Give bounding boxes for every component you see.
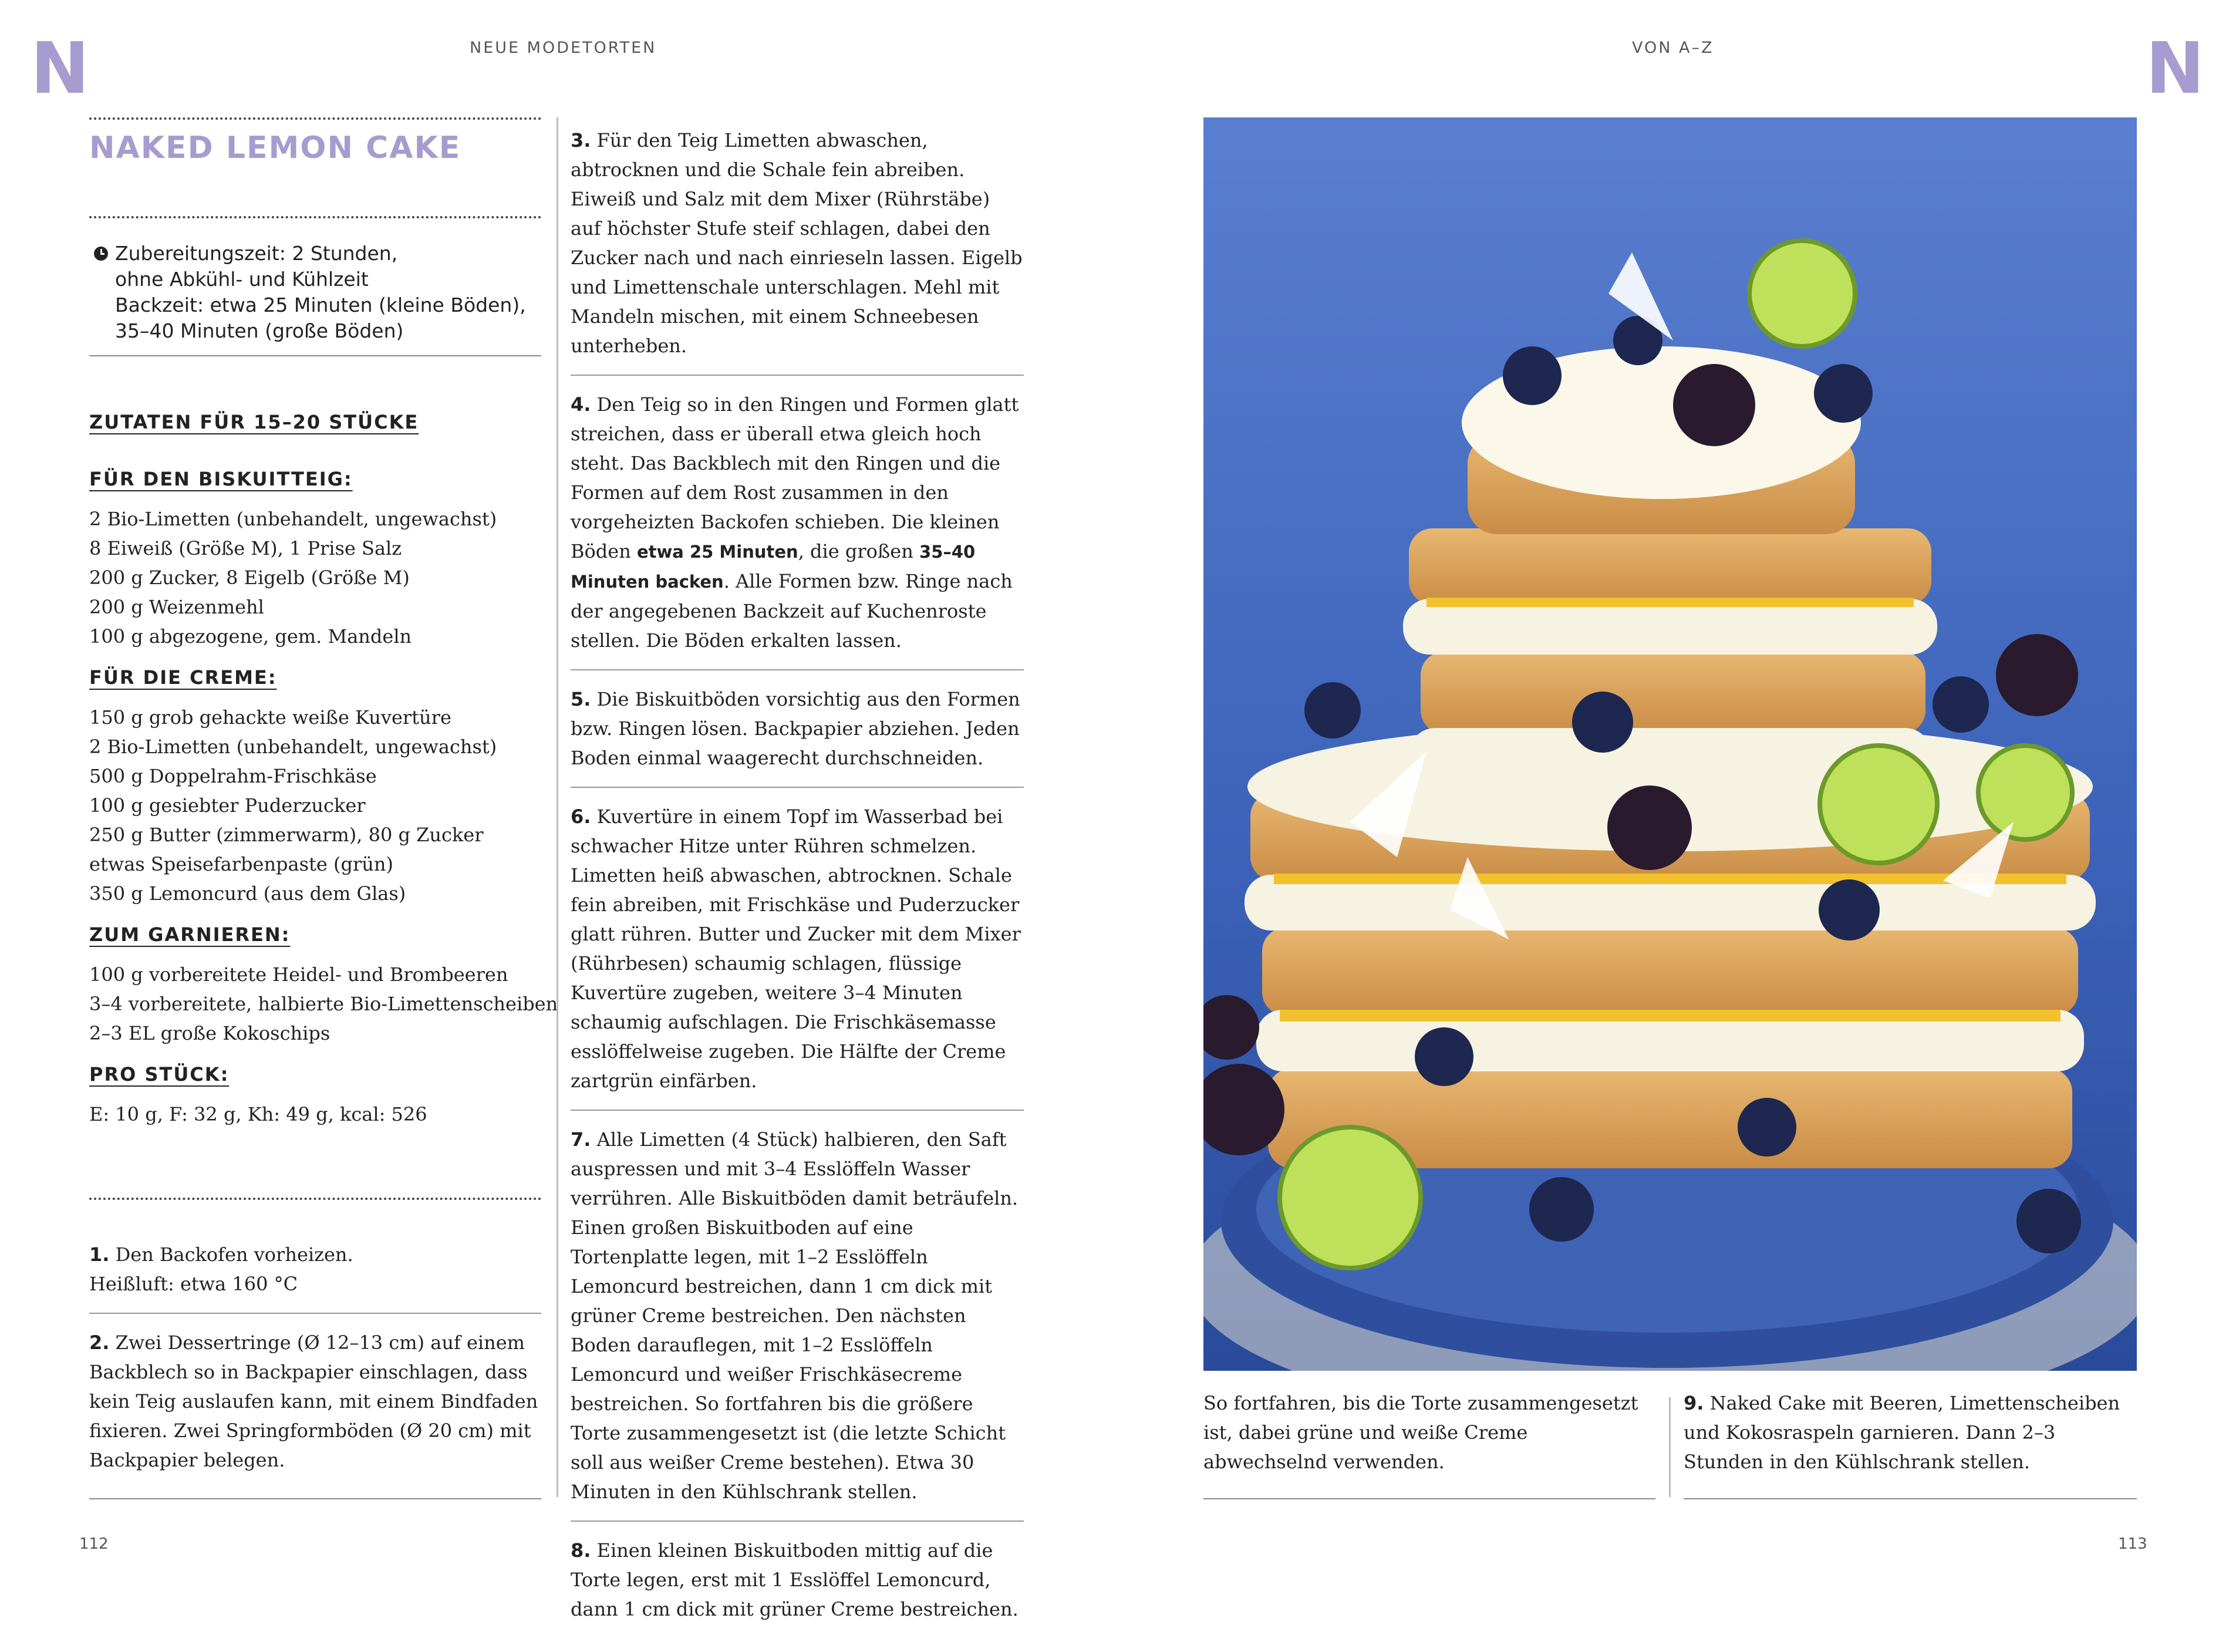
yield-heading: ZUTATEN FÜR 15–20 STÜCKE (89, 411, 419, 433)
ingredient-item: 2 Bio-Limetten (unbehandelt, ungewachst) (89, 736, 497, 758)
step-number: 8. (571, 1539, 591, 1562)
step-number: 7. (571, 1128, 591, 1151)
running-head-right: VON A–Z (1632, 39, 1714, 57)
section-letter-left: N (31, 28, 90, 110)
bake-time: Backzeit: etwa 25 Minuten (kleine Böden), (115, 294, 526, 316)
step-text: . Alle Formen bzw. Ringe nach der angegebenen Backzeit auf Kuchenroste stellen. Die Böden erkalten lassen. (571, 570, 1013, 652)
prep-time: Zubereitungszeit: 2 Stunden, (115, 242, 398, 265)
ingredient-item: 100 g gesiebter Puderzucker (89, 794, 366, 817)
ingredient-item: 250 g Butter (zimmerwarm), 80 g Zucker (89, 824, 484, 846)
step-8 (571, 1536, 1024, 1638)
ingredient-item: 350 g Lemoncurd (aus dem Glas) (89, 882, 406, 905)
section-heading: FÜR DEN BISKUITTEIG: (89, 468, 353, 490)
prep-time-note: ohne Abkühl- und Kühlzeit (115, 268, 369, 291)
step-5 (571, 685, 1024, 788)
step-text: Alle Limetten (4 Stück) halbieren, den Saft auspressen und mit 3–4 Esslöffeln Wasser verrühren. Alle Biskuitböden damit beträufeln. Einen großen Biskuitboden auf eine Tortenplatte legen, mit 1–2 Esslöffeln Lemoncurd bestreichen, dann 1 cm dick mit grüner Creme bestreichen. Den nächsten Boden darauflegen, mit 1–2 Esslöffeln Lemoncurd und weißer Frischkäsecreme bestreichen. So fortfahren bis die größere Torte zusammengesetzt ist (die letzte Schicht soll aus weißer Creme bestehen). Etwa 30 Minuten in den Kühlschrank stellen. (571, 1128, 1019, 1503)
step-text: Kuvertüre in einem Topf im Wasserbad bei schwacher Hitze unter Rühren schmelzen. Limetten heiß abwaschen, abtrocknen. Schale fein abreiben, mit Frischkäse und Puderzucker glatt rühren. Butter und Zucker mit dem Mixer (Rührbesen) schaumig schlagen, flüssige Kuvertüre zugeben, weitere 3–4 Minuten schaumig aufschlagen. Die Frischkäsemasse esslöffelweise zugeben. Die Hälfte der Creme zartgrün einfärben. (571, 805, 1021, 1092)
ingredient-item: 2–3 EL große Kokoschips (89, 1022, 331, 1044)
step-number: 1. (89, 1243, 110, 1266)
step-number: 6. (571, 805, 591, 828)
step-number: 5. (571, 688, 591, 710)
ingredient-item: 100 g abgezogene, gem. Mandeln (89, 625, 412, 648)
step-number: 4. (571, 393, 591, 416)
cake-photo (1203, 117, 2137, 1371)
ingredient-item: etwas Speisefarbenpaste (grün) (89, 853, 393, 875)
steps-column-2 (571, 126, 1024, 1652)
section-heading: PRO STÜCK: (89, 1063, 230, 1085)
section-heading: ZUM GARNIEREN: (89, 923, 291, 946)
divider (89, 1498, 541, 1499)
running-head-left: NEUE MODETORTEN (470, 39, 657, 57)
section-heading: FÜR DIE CREME: (89, 666, 277, 689)
oven-setting: Heißluft: etwa 160 °C (89, 1273, 298, 1295)
ingredient-list (89, 703, 559, 908)
ingredient-item: 150 g grob gehackte weiße Kuvertüre (89, 706, 451, 729)
step-text: Einen kleinen Biskuitboden mittig auf die Torte legen, erst mit 1 Esslöffel Lemoncurd, dann 1 cm dick mit grüner Creme bestreichen. (571, 1539, 1019, 1620)
ingredient-item: 8 Eiweiß (Größe M), 1 Prise Salz (89, 537, 402, 559)
step-number: 9. (1684, 1392, 1704, 1414)
section-letter-right: N (2146, 28, 2205, 110)
ingredient-item: 200 g Zucker, 8 Eigelb (Größe M) (89, 567, 410, 589)
step-6 (571, 802, 1024, 1111)
dotted-rule (89, 117, 541, 120)
steps-column-1 (89, 1240, 541, 1503)
ingredient-item: 200 g Weizenmehl (89, 596, 264, 618)
bake-time-small: etwa 25 Minuten (636, 542, 798, 562)
step-text: Den Backofen vorheizen. (109, 1243, 353, 1266)
step-text: Zwei Dessertringe (Ø 12–13 cm) auf einem Backblech so in Backpapier einschlagen, dass kein Teig auslaufen kann, mit einem Bindfaden fixieren. Zwei Springformböden (Ø 20 cm) mit Backpapier belegen. (89, 1331, 538, 1471)
ingredient-list (89, 960, 559, 1048)
bake-time-large: 35–40 Minuten backen (571, 542, 976, 592)
divider (1203, 1498, 1655, 1499)
time-info (94, 241, 540, 344)
cake-illustration (1203, 117, 2137, 1371)
step-text: Für den Teig Limetten abwaschen, abtrocknen und die Schale fein abreiben. Eiweiß und Salz mit dem Mixer (Rührstäbe) auf höchster Stufe steif schlagen, dabei den Zucker nach und nach einrieseln lassen. Eigelb und Limettenschale unterschlagen. Mehl mit Mandeln mischen, mit einem Schneebesen unterheben. (571, 129, 1023, 357)
step-3 (571, 126, 1024, 376)
ingredient-item: 2 Bio-Limetten (unbehandelt, ungewachst) (89, 508, 497, 530)
bake-time-large: 35–40 Minuten (große Böden) (115, 319, 404, 342)
step-9 (1684, 1388, 2137, 1476)
dotted-rule (89, 216, 541, 218)
nutrition-values: E: 10 g, F: 32 g, Kh: 49 g, kcal: 526 (89, 1103, 427, 1125)
step-4 (571, 390, 1024, 670)
continued-text-column (1203, 1388, 1655, 1476)
continued-step-text: So fortfahren, bis die Torte zusammengesetzt ist, dabei grüne und weiße Creme abwechselnd verwenden. (1203, 1392, 1638, 1473)
ingredients (89, 468, 559, 1129)
column-separator (557, 117, 558, 1497)
ingredient-list (89, 504, 559, 651)
step-text: , die großen (798, 540, 920, 562)
step-text: Die Biskuitböden vorsichtig aus den Formen bzw. Ringen lösen. Backpapier abziehen. Jeden Boden einmal waagerecht durchschneiden. (571, 688, 1020, 769)
step-number: 2. (89, 1331, 110, 1354)
step-7 (571, 1125, 1024, 1522)
dotted-rule (89, 1198, 541, 1200)
ingredient-item: 3–4 vorbereitete, halbierte Bio-Limettenscheiben (89, 993, 558, 1015)
page-number-left: 112 (79, 1535, 109, 1553)
divider (89, 355, 541, 356)
step-text: Den Teig so in den Ringen und Formen glatt streichen, dass er überall etwa gleich hoch steht. Das Backblech mit den Ringen und die Formen auf dem Rost zusammen in den vorgeheizten Backofen schieben. Die kleinen Böden (571, 393, 1019, 562)
column-separator (1669, 1397, 1671, 1497)
step-text: Naked Cake mit Beeren, Limettenscheiben und Kokosraspeln garnieren. Dann 2–3 Stunden in den Kühlschrank stellen. (1684, 1392, 2120, 1473)
step-2 (89, 1328, 541, 1489)
clock-icon (94, 247, 108, 261)
divider (1684, 1498, 2137, 1499)
page-number-right: 113 (2118, 1535, 2147, 1553)
recipe-title: NAKED LEMON CAKE (89, 130, 461, 166)
ingredient-item: 500 g Doppelrahm-Frischkäse (89, 765, 377, 787)
nutrition-list (89, 1100, 559, 1129)
ingredient-item: 100 g vorbereitete Heidel- und Brombeeren (89, 963, 508, 986)
step-1 (89, 1240, 541, 1314)
step-number: 3. (571, 129, 591, 151)
